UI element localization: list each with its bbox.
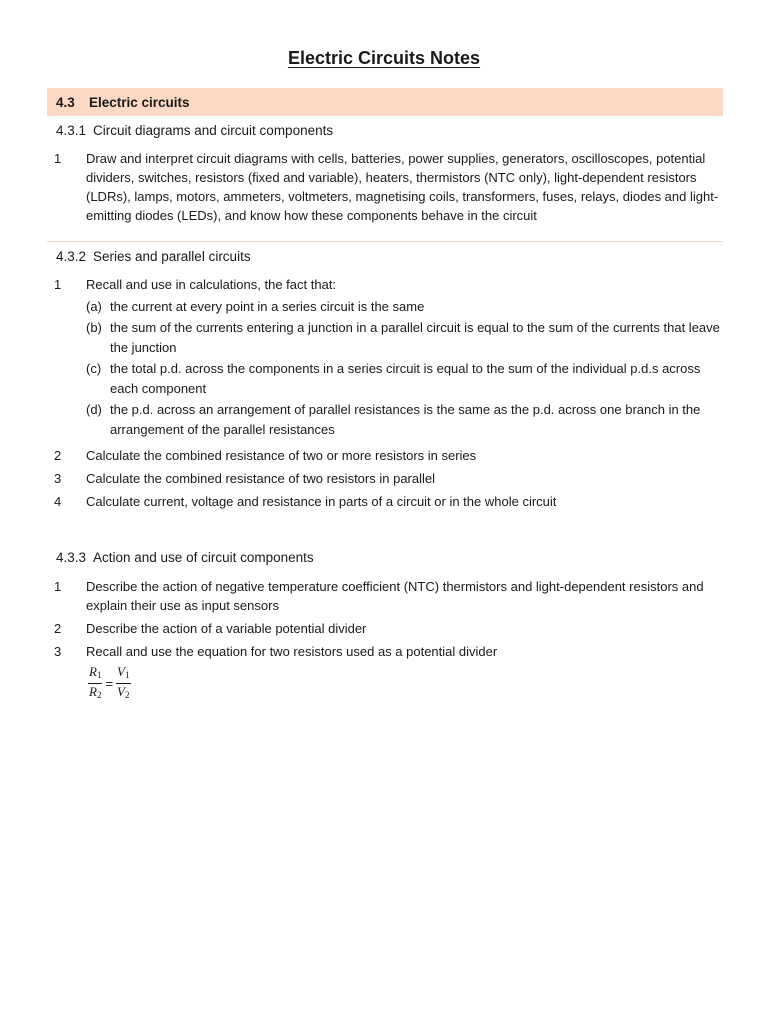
item-text: Describe the action of a variable potential divider bbox=[86, 621, 367, 636]
potential-divider-formula bbox=[88, 664, 131, 703]
section-number: 4.3 bbox=[56, 94, 75, 110]
resistance-ratio bbox=[88, 664, 102, 703]
sub-item-text: the sum of the currents entering a junction in a parallel circuit is equal to the sum of the currents that leave the junction bbox=[110, 320, 720, 355]
list-item bbox=[54, 642, 724, 661]
subsection-number: 4.3.3 bbox=[56, 550, 87, 565]
item-number: 2 bbox=[54, 448, 62, 463]
item-number: 1 bbox=[54, 579, 62, 594]
sub-item-text: the p.d. across an arrangement of parallel resistances is the same as the p.d. across one branch in the arrangement of the parallel resistances bbox=[110, 402, 701, 437]
subsection-number: 4.3.2 bbox=[56, 249, 87, 264]
formula-v1: V bbox=[117, 664, 125, 679]
item-text: Calculate current, voltage and resistance in parts of a circuit or in the whole circuit bbox=[86, 494, 557, 509]
sub-item-letter: (a) bbox=[86, 299, 102, 314]
list-item bbox=[54, 577, 724, 615]
sub-item-letter: (b) bbox=[86, 320, 102, 335]
item-number: 3 bbox=[54, 644, 62, 659]
item-text: Calculate the combined resistance of two or more resistors in series bbox=[86, 448, 477, 463]
item-number: 3 bbox=[54, 471, 62, 486]
section-header bbox=[47, 88, 723, 116]
formula-v1-subscript: 1 bbox=[125, 670, 130, 680]
list-item bbox=[54, 469, 724, 488]
sub-item-letter: (d) bbox=[86, 402, 102, 417]
item-number: 4 bbox=[54, 494, 62, 509]
item-text: Describe the action of negative temperature coefficient (NTC) thermistors and light-dependent resistors and explain their use as input sensors bbox=[86, 579, 704, 613]
voltage-ratio bbox=[116, 664, 130, 703]
item-number: 1 bbox=[54, 151, 62, 166]
item-number: 1 bbox=[54, 277, 62, 292]
item-text: Recall and use the equation for two resistors used as a potential divider bbox=[86, 644, 498, 659]
item-text: Calculate the combined resistance of two resistors in parallel bbox=[86, 471, 436, 486]
subsection-header-4-3-3 bbox=[56, 550, 314, 565]
formula-r2-subscript: 2 bbox=[96, 690, 102, 700]
sub-item-letter: (c) bbox=[86, 361, 102, 376]
subsection-header-4-3-2 bbox=[56, 249, 251, 264]
subsection-title: Action and use of circuit components bbox=[93, 550, 314, 565]
list-item bbox=[54, 446, 724, 465]
formula-r1-subscript: 1 bbox=[96, 670, 102, 680]
item-text: Recall and use in calculations, the fact that: bbox=[86, 277, 337, 292]
equals-sign: = bbox=[105, 676, 114, 691]
item-text: Draw and interpret circuit diagrams with cells, batteries, power supplies, generators, oscilloscopes, potential dividers, switches, resistors (fixed and variable), heaters, thermistors (NTC only), light-dependent resistors (LDRs), lamps, motors, ammeters, voltmeters, magnetising coils, transformers, fuses, relays, diodes and light-emitting diodes (LEDs), and know how these components behave in the circuit bbox=[86, 151, 719, 223]
sub-item-text: the total p.d. across the components in a series circuit is equal to the sum of the individual p.d.s across each component bbox=[110, 361, 701, 396]
formula-v2-subscript: 2 bbox=[125, 690, 130, 700]
sub-list bbox=[86, 297, 721, 441]
sub-list-item bbox=[86, 400, 721, 440]
sub-list-item bbox=[86, 318, 721, 358]
formula-v2: V bbox=[117, 684, 125, 699]
section-title: Electric circuits bbox=[89, 94, 190, 110]
formula-r2: R bbox=[89, 684, 97, 699]
list-item bbox=[54, 149, 724, 225]
formula-r1: R bbox=[89, 664, 97, 679]
list-item bbox=[54, 275, 724, 294]
subsection-header-4-3-1 bbox=[56, 123, 333, 138]
item-number: 2 bbox=[54, 621, 62, 636]
sub-list-item bbox=[86, 297, 721, 317]
page-title: Electric Circuits Notes bbox=[287, 48, 481, 68]
list-item bbox=[54, 492, 724, 511]
sub-list-item bbox=[86, 359, 721, 399]
list-item bbox=[54, 619, 724, 638]
sub-item-text: the current at every point in a series circuit is the same bbox=[110, 299, 425, 314]
section-divider bbox=[47, 241, 723, 242]
subsection-number: 4.3.1 bbox=[56, 123, 87, 138]
subsection-title: Circuit diagrams and circuit components bbox=[93, 123, 334, 138]
subsection-title: Series and parallel circuits bbox=[93, 249, 251, 264]
